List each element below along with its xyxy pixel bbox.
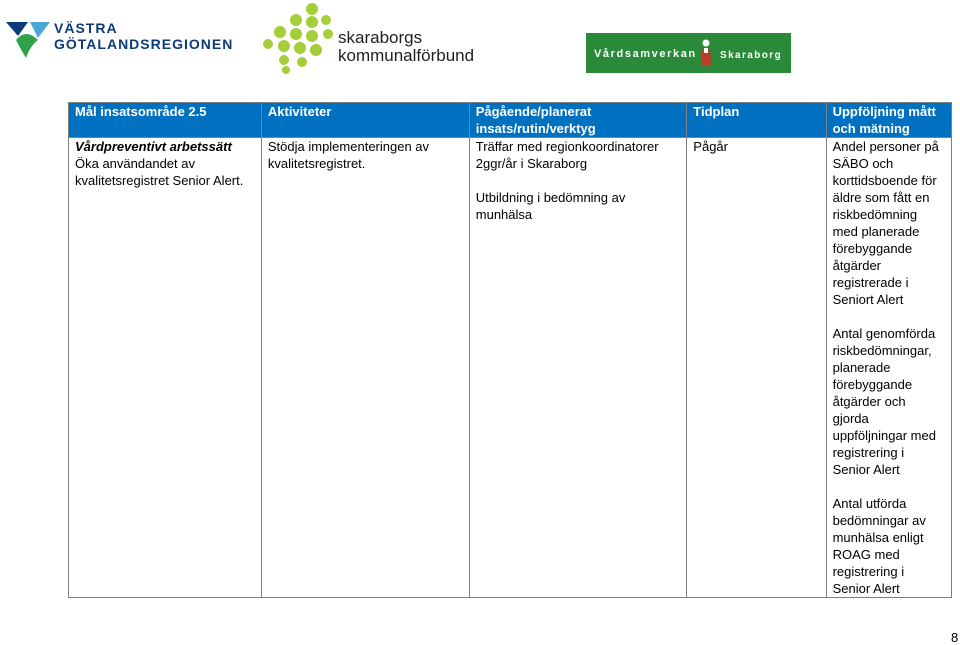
vardsamverkan-skaraborg-logo xyxy=(586,33,791,73)
header-timeplan: Tidplan xyxy=(687,103,826,138)
logo-bar xyxy=(0,0,960,90)
activities-text: Stödja implementeringen av kvalitetsregistret. xyxy=(267,139,430,171)
cell-followup xyxy=(826,138,951,598)
action-plan-table xyxy=(68,102,952,598)
vg-emblem-icon xyxy=(4,16,52,64)
header-goal: Mål insatsområde 2.5 xyxy=(69,103,262,138)
followup-item-2: Antal genomförda riskbedömningar, planerade förebyggande åtgärder och gjorda uppföljningar med registrering i Senior Alert xyxy=(832,326,936,477)
table-row xyxy=(69,138,952,598)
page-number: 8 xyxy=(951,630,959,645)
vg-logo-line1: VÄSTRA xyxy=(54,20,118,36)
vastra-gotalandsregionen-logo xyxy=(4,14,234,66)
vg-logo-line2: GÖTALANDSREGIONEN xyxy=(54,36,234,52)
cell-timeplan xyxy=(687,138,826,598)
header-ongoing: Pågående/planerat insats/rutin/verktyg xyxy=(469,103,687,138)
sk-logo-line2: kommunalförbund xyxy=(338,46,475,65)
timeplan-text: Pågår xyxy=(693,139,728,154)
followup-item-1: Andel personer på SÄBO och korttidsboende för äldre som fått en riskbedömning med planerade förebyggande åtgärder registrerade i Seniort Alert xyxy=(832,139,939,307)
followup-item-3: Antal utförda bedömningar av munhälsa enligt ROAG med registrering i Senior Alert xyxy=(832,496,926,596)
goal-text: Öka användandet av kvalitetsregistret Senior Alert. xyxy=(75,156,244,188)
vs-logo-left-text: Vårdsamverkan xyxy=(594,48,697,60)
ongoing-item-1: Träffar med regionkoordinatorer 2ggr/år i Skaraborg xyxy=(475,139,659,171)
person-figure-icon xyxy=(699,39,713,67)
vs-logo-right-text: Skaraborg xyxy=(720,50,783,61)
header-followup: Uppföljning mått och mätning xyxy=(826,103,951,138)
header-activities: Aktiviteter xyxy=(261,103,469,138)
sk-dots-icon xyxy=(262,2,336,74)
table-header-row xyxy=(69,103,952,138)
goal-title: Vårdpreventivt arbetssätt xyxy=(75,139,232,154)
sk-logo-line1: skaraborgs xyxy=(338,28,423,47)
ongoing-item-2: Utbildning i bedömning av munhälsa xyxy=(475,190,626,222)
skaraborgs-kommunalforbund-logo xyxy=(262,2,475,74)
cell-ongoing xyxy=(469,138,687,598)
cell-activities xyxy=(261,138,469,598)
cell-goal xyxy=(69,138,262,598)
